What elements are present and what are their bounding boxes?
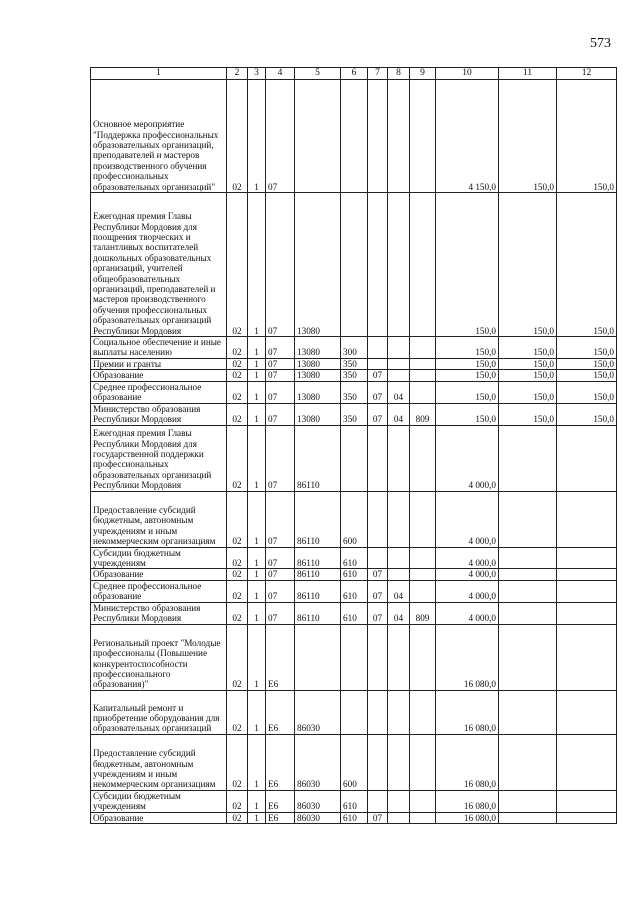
cell-amount: 4 150,0 <box>436 80 499 193</box>
cell-code <box>295 80 341 193</box>
cell-code: 07 <box>368 602 388 624</box>
cell-code: Е6 <box>266 790 295 812</box>
table-row <box>91 734 617 790</box>
cell-code: Е6 <box>266 624 295 690</box>
table-row <box>91 425 617 491</box>
cell-code <box>368 547 388 569</box>
table-row <box>91 569 617 580</box>
header-cell: 2 <box>227 68 248 80</box>
cell-code: 07 <box>368 812 388 823</box>
cell-code: 02 <box>227 193 248 337</box>
cell-code: 02 <box>227 602 248 624</box>
cell-code <box>388 337 410 359</box>
cell-code: 07 <box>368 580 388 602</box>
cell-code <box>368 337 388 359</box>
cell-code: 07 <box>266 580 295 602</box>
cell-amount <box>557 547 617 569</box>
cell-amount: 150,0 <box>436 381 499 403</box>
cell-code: 600 <box>341 734 368 790</box>
cell-code: 02 <box>227 370 248 381</box>
cell-amount: 150,0 <box>557 358 617 369</box>
cell-code <box>368 734 388 790</box>
cell-amount <box>557 812 617 823</box>
cell-amount <box>499 425 557 491</box>
cell-code <box>410 80 436 193</box>
cell-code: 02 <box>227 790 248 812</box>
cell-amount <box>557 624 617 690</box>
cell-code: 04 <box>388 381 410 403</box>
cell-code: 02 <box>227 381 248 403</box>
cell-code: 02 <box>227 690 248 734</box>
row-name: Ежегодная премия Главы Республики Мордовия для поощрения творческих и талантливых воспитателей дошкольных образовательных организаций, учителей общеобразовательных организаций, преподавателей и мастеров производственного обучения профессиональных образовательных организаций Республики Мордовия <box>91 193 227 337</box>
row-name: Ежегодная премия Главы Республики Мордовия для государственной поддержки профессиональных образовательных организаций Республики Мордовия <box>91 425 227 491</box>
row-name: Субсидии бюджетным учреждениям <box>91 547 227 569</box>
cell-amount <box>499 602 557 624</box>
cell-amount: 150,0 <box>499 381 557 403</box>
cell-amount: 150,0 <box>557 80 617 193</box>
cell-code <box>388 358 410 369</box>
cell-code <box>410 790 436 812</box>
cell-code <box>388 624 410 690</box>
table-row <box>91 381 617 403</box>
cell-code: 02 <box>227 734 248 790</box>
cell-code <box>368 491 388 547</box>
header-cell: 11 <box>499 68 557 80</box>
cell-code: 86110 <box>295 491 341 547</box>
row-name: Предоставление субсидий бюджетным, автономным учреждениям и иным некоммерческим организациям <box>91 491 227 547</box>
cell-code: 07 <box>368 403 388 425</box>
cell-code: 1 <box>248 358 266 369</box>
cell-code <box>410 337 436 359</box>
cell-code <box>388 569 410 580</box>
table-row <box>91 547 617 569</box>
cell-code: 1 <box>248 624 266 690</box>
table-row <box>91 790 617 812</box>
table-row <box>91 370 617 381</box>
cell-code: 1 <box>248 569 266 580</box>
cell-amount: 4 000,0 <box>436 602 499 624</box>
cell-code: 13080 <box>295 370 341 381</box>
cell-code <box>341 690 368 734</box>
cell-amount <box>557 569 617 580</box>
table-body <box>91 80 617 824</box>
cell-code <box>388 193 410 337</box>
cell-code <box>368 193 388 337</box>
cell-code: 02 <box>227 547 248 569</box>
cell-amount <box>499 690 557 734</box>
cell-code: 02 <box>227 337 248 359</box>
cell-code <box>410 569 436 580</box>
cell-amount <box>557 734 617 790</box>
cell-amount: 150,0 <box>557 337 617 359</box>
cell-code: 1 <box>248 602 266 624</box>
row-name: Министерство образования Республики Мордовия <box>91 602 227 624</box>
budget-table <box>90 67 617 824</box>
row-name: Среднее профессиональное образование <box>91 580 227 602</box>
cell-code: 07 <box>266 491 295 547</box>
cell-code: 350 <box>341 358 368 369</box>
cell-amount: 4 000,0 <box>436 569 499 580</box>
cell-code <box>368 690 388 734</box>
row-name: Основное мероприятие "Поддержка профессиональных образовательных организаций, преподавателей и мастеров производственного обучения профессиональных образовательных организаций" <box>91 80 227 193</box>
cell-code <box>388 790 410 812</box>
cell-code: 1 <box>248 812 266 823</box>
cell-code: 610 <box>341 602 368 624</box>
table-row <box>91 80 617 193</box>
cell-amount <box>557 790 617 812</box>
cell-code <box>388 734 410 790</box>
cell-code: 610 <box>341 547 368 569</box>
cell-code: 809 <box>410 403 436 425</box>
cell-code: 610 <box>341 812 368 823</box>
page-number: 573 <box>590 36 611 51</box>
cell-code: Е6 <box>266 734 295 790</box>
header-cell: 1 <box>91 68 227 80</box>
cell-code: 1 <box>248 690 266 734</box>
header-cell: 7 <box>368 68 388 80</box>
cell-amount <box>499 812 557 823</box>
header-cell: 10 <box>436 68 499 80</box>
cell-amount: 150,0 <box>436 403 499 425</box>
cell-code: 07 <box>266 358 295 369</box>
cell-code: 07 <box>266 425 295 491</box>
cell-code <box>368 790 388 812</box>
cell-code: 1 <box>248 580 266 602</box>
cell-code: 07 <box>368 381 388 403</box>
cell-code: 86030 <box>295 734 341 790</box>
row-name: Премии и гранты <box>91 358 227 369</box>
cell-code <box>368 80 388 193</box>
cell-code: 1 <box>248 491 266 547</box>
cell-amount: 150,0 <box>557 193 617 337</box>
cell-code: 04 <box>388 403 410 425</box>
cell-code: 809 <box>410 602 436 624</box>
cell-code: 07 <box>266 547 295 569</box>
cell-code <box>368 624 388 690</box>
cell-code: 610 <box>341 580 368 602</box>
cell-code <box>410 734 436 790</box>
cell-amount: 150,0 <box>436 337 499 359</box>
cell-amount <box>557 580 617 602</box>
cell-code <box>410 812 436 823</box>
cell-code: 1 <box>248 337 266 359</box>
cell-code: 1 <box>248 381 266 403</box>
cell-code: 86110 <box>295 569 341 580</box>
cell-code: 02 <box>227 812 248 823</box>
cell-amount: 150,0 <box>499 403 557 425</box>
cell-code: 13080 <box>295 337 341 359</box>
cell-code <box>341 425 368 491</box>
cell-amount <box>557 602 617 624</box>
cell-code: 86110 <box>295 580 341 602</box>
table-row <box>91 690 617 734</box>
row-name: Министерство образования Республики Мордовия <box>91 403 227 425</box>
cell-code <box>341 193 368 337</box>
cell-code: 300 <box>341 337 368 359</box>
cell-code: 1 <box>248 193 266 337</box>
cell-code: Е6 <box>266 812 295 823</box>
cell-code: 02 <box>227 80 248 193</box>
cell-amount: 150,0 <box>499 358 557 369</box>
cell-code: 07 <box>266 193 295 337</box>
cell-code <box>341 80 368 193</box>
cell-code: 02 <box>227 580 248 602</box>
cell-code: 13080 <box>295 358 341 369</box>
cell-code: 02 <box>227 491 248 547</box>
cell-amount: 150,0 <box>557 381 617 403</box>
cell-code: 07 <box>266 602 295 624</box>
cell-code <box>368 358 388 369</box>
cell-code <box>410 193 436 337</box>
cell-code <box>388 80 410 193</box>
table-row <box>91 491 617 547</box>
cell-code: 07 <box>266 381 295 403</box>
cell-code: 02 <box>227 403 248 425</box>
cell-amount: 4 000,0 <box>436 425 499 491</box>
header-cell: 5 <box>295 68 341 80</box>
cell-code <box>410 425 436 491</box>
cell-code: 02 <box>227 624 248 690</box>
cell-code <box>410 370 436 381</box>
cell-code: 86110 <box>295 425 341 491</box>
cell-amount <box>499 580 557 602</box>
table-row <box>91 580 617 602</box>
cell-code <box>388 690 410 734</box>
cell-amount <box>557 491 617 547</box>
cell-code: 07 <box>266 403 295 425</box>
table-row <box>91 358 617 369</box>
cell-amount: 16 080,0 <box>436 790 499 812</box>
cell-amount: 150,0 <box>499 80 557 193</box>
table-row <box>91 337 617 359</box>
cell-code <box>388 370 410 381</box>
cell-amount: 4 000,0 <box>436 547 499 569</box>
cell-amount: 150,0 <box>557 403 617 425</box>
cell-amount: 16 080,0 <box>436 690 499 734</box>
cell-amount <box>499 624 557 690</box>
header-cell: 12 <box>557 68 617 80</box>
cell-code <box>410 381 436 403</box>
cell-code: 07 <box>368 370 388 381</box>
header-cell: 8 <box>388 68 410 80</box>
cell-code: 1 <box>248 403 266 425</box>
header-cell: 9 <box>410 68 436 80</box>
cell-amount <box>557 690 617 734</box>
cell-code: 07 <box>266 569 295 580</box>
cell-code: 350 <box>341 403 368 425</box>
row-name: Образование <box>91 569 227 580</box>
table-row <box>91 193 617 337</box>
header-row <box>91 68 617 80</box>
cell-code: 610 <box>341 790 368 812</box>
cell-amount: 16 080,0 <box>436 624 499 690</box>
cell-code: 13080 <box>295 403 341 425</box>
cell-amount: 4 000,0 <box>436 580 499 602</box>
cell-amount: 150,0 <box>436 358 499 369</box>
cell-code <box>410 491 436 547</box>
cell-amount <box>557 425 617 491</box>
cell-code <box>410 580 436 602</box>
cell-code <box>341 624 368 690</box>
row-name: Предоставление субсидий бюджетным, автономным учреждениям и иным некоммерческим организациям <box>91 734 227 790</box>
cell-code: 02 <box>227 358 248 369</box>
cell-code: 86030 <box>295 690 341 734</box>
cell-code <box>410 547 436 569</box>
cell-code: 350 <box>341 381 368 403</box>
cell-code: 1 <box>248 547 266 569</box>
cell-code: 86030 <box>295 790 341 812</box>
cell-code: 600 <box>341 491 368 547</box>
cell-amount: 16 080,0 <box>436 812 499 823</box>
cell-code: 07 <box>266 80 295 193</box>
table-row <box>91 403 617 425</box>
table-row <box>91 624 617 690</box>
cell-code: 350 <box>341 370 368 381</box>
header-cell: 6 <box>341 68 368 80</box>
row-name: Среднее профессиональное образование <box>91 381 227 403</box>
cell-code <box>410 624 436 690</box>
cell-code <box>368 425 388 491</box>
table-row <box>91 812 617 823</box>
cell-code: 04 <box>388 602 410 624</box>
row-name: Капитальный ремонт и приобретение оборудования для образовательных организаций <box>91 690 227 734</box>
cell-code: 1 <box>248 734 266 790</box>
cell-amount <box>499 491 557 547</box>
cell-code: 07 <box>266 337 295 359</box>
cell-code <box>388 425 410 491</box>
cell-code <box>410 358 436 369</box>
cell-code: 04 <box>388 580 410 602</box>
cell-amount <box>499 734 557 790</box>
row-name: Социальное обеспечение и иные выплаты населению <box>91 337 227 359</box>
cell-code: 07 <box>266 370 295 381</box>
cell-code: 13080 <box>295 193 341 337</box>
header-cell: 4 <box>266 68 295 80</box>
cell-code <box>388 812 410 823</box>
cell-code: 86030 <box>295 812 341 823</box>
row-name: Субсидии бюджетным учреждениям <box>91 790 227 812</box>
cell-amount: 150,0 <box>499 193 557 337</box>
cell-amount: 16 080,0 <box>436 734 499 790</box>
row-name: Образование <box>91 812 227 823</box>
cell-code: 1 <box>248 80 266 193</box>
cell-amount <box>499 790 557 812</box>
cell-code <box>410 690 436 734</box>
cell-amount: 150,0 <box>436 193 499 337</box>
cell-code: 02 <box>227 569 248 580</box>
cell-amount: 150,0 <box>499 370 557 381</box>
cell-code: 07 <box>368 569 388 580</box>
cell-code <box>295 624 341 690</box>
cell-code: 1 <box>248 425 266 491</box>
cell-code <box>388 547 410 569</box>
row-name: Образование <box>91 370 227 381</box>
cell-code: 86110 <box>295 547 341 569</box>
cell-amount: 150,0 <box>499 337 557 359</box>
cell-code: 86110 <box>295 602 341 624</box>
cell-amount <box>499 569 557 580</box>
cell-code: 1 <box>248 790 266 812</box>
row-name: Региональный проект "Молодые профессионалы (Повышение конкурентоспособности профессионального образования)" <box>91 624 227 690</box>
cell-code: 610 <box>341 569 368 580</box>
cell-amount: 150,0 <box>557 370 617 381</box>
cell-amount: 4 000,0 <box>436 491 499 547</box>
cell-code: 1 <box>248 370 266 381</box>
cell-amount: 150,0 <box>436 370 499 381</box>
cell-code: 13080 <box>295 381 341 403</box>
header-cell: 3 <box>248 68 266 80</box>
cell-amount <box>499 547 557 569</box>
table-row <box>91 602 617 624</box>
cell-code: Е6 <box>266 690 295 734</box>
cell-code: 02 <box>227 425 248 491</box>
cell-code <box>388 491 410 547</box>
